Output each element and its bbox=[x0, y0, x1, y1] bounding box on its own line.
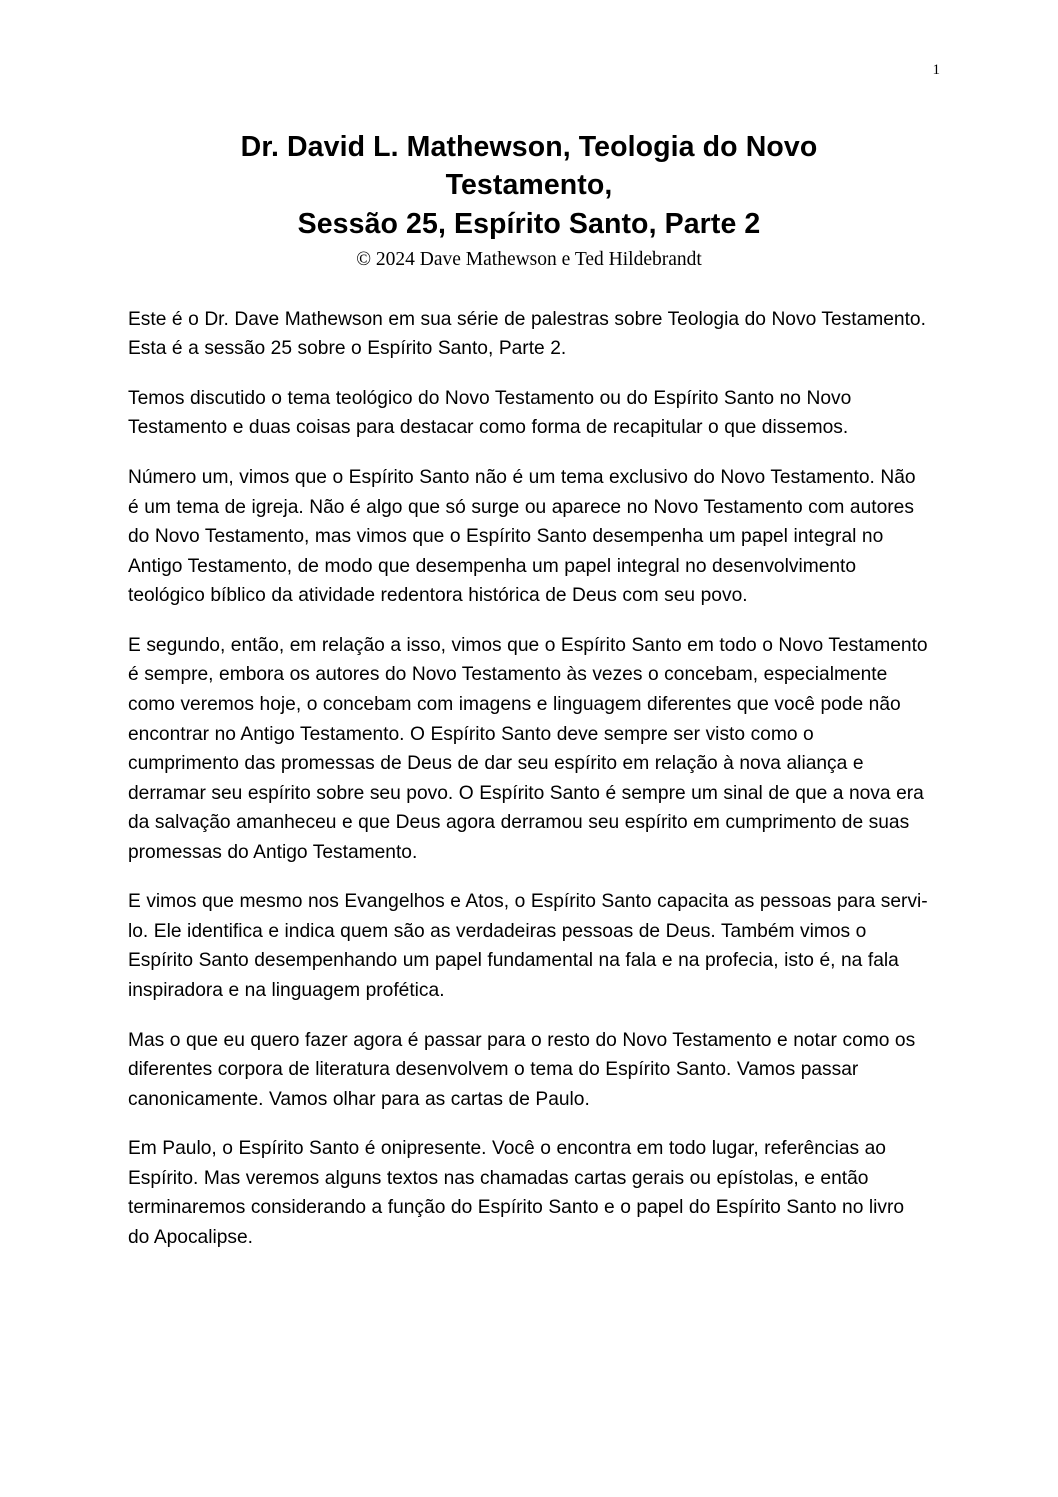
document-content bbox=[128, 128, 930, 1253]
title-line-1: Dr. David L. Mathewson, Teologia do Novo bbox=[240, 131, 818, 163]
transcript-body bbox=[128, 305, 930, 1253]
title-line-2: Testamento, bbox=[445, 169, 613, 202]
page-title bbox=[128, 128, 930, 243]
copyright-notice: © 2024 Dave Mathewson e Ted Hildebrandt bbox=[356, 249, 702, 271]
body-paragraph: Este é o Dr. Dave Mathewson em sua série de palestras sobre Teologia do Novo Testamento. Esta é a sessão 25 sobre o Espírito Santo, Parte 2. bbox=[128, 308, 926, 360]
title-line-3: Sessão 25, Espírito Santo, Parte 2 bbox=[297, 207, 761, 240]
body-paragraph: Em Paulo, o Espírito Santo é onipresente. Você o encontra em todo lugar, referências ao Espírito. Mas veremos alguns textos nas chamadas cartas gerais ou epístolas, e então terminaremos considerando a função do Espírito Santo e o papel do Espírito Santo no livro do Apocalipse. bbox=[128, 1138, 905, 1248]
page-number: 1 bbox=[932, 62, 940, 78]
body-paragraph: Temos discutido o tema teológico do Novo Testamento ou do Espírito Santo no Novo Testamento e duas coisas para destacar como forma de recapitular o que dissemos. bbox=[128, 387, 852, 439]
body-paragraph: E segundo, então, em relação a isso, vimos que o Espírito Santo em todo o Novo Testamento é sempre, embora os autores do Novo Testamento às vezes o concebam, especialmente como veremos hoje, o concebam com imagens e linguagem diferentes que você pode não encontrar no Antigo Testamento. O Espírito Santo deve sempre ser visto como o cumprimento das promessas de Deus de dar seu espírito em relação à nova aliança e derramar seu espírito sobre seu povo. O Espírito Santo é sempre um sinal de que a nova era da salvação amanheceu e que Deus agora derramou seu espírito em cumprimento de suas promessas do Antigo Testamento. bbox=[128, 634, 928, 863]
body-paragraph: Número um, vimos que o Espírito Santo não é um tema exclusivo do Novo Testamento. Não é um tema de igreja. Não é algo que só surge ou aparece no Novo Testamento com autores do Novo Testamento, mas vimos que o Espírito Santo desempenha um papel integral no Antigo Testamento, de modo que desempenha um papel integral no desenvolvimento teológico bíblico da atividade redentora histórica de Deus com seu povo. bbox=[128, 467, 916, 607]
body-paragraph: E vimos que mesmo nos Evangelhos e Atos, o Espírito Santo capacita as pessoas para servi-lo. Ele identifica e indica quem são as verdadeiras pessoas de Deus. Também vimos o Espírito Santo desempenhando um papel fundamental na fala e na profecia, isto é, na fala inspiradora e na linguagem profética. bbox=[128, 891, 928, 1001]
body-paragraph: Mas o que eu quero fazer agora é passar para o resto do Novo Testamento e notar como os diferentes corpora de literatura desenvolvem o tema do Espírito Santo. Vamos passar canonicamente. Vamos olhar para as cartas de Paulo. bbox=[128, 1029, 916, 1110]
